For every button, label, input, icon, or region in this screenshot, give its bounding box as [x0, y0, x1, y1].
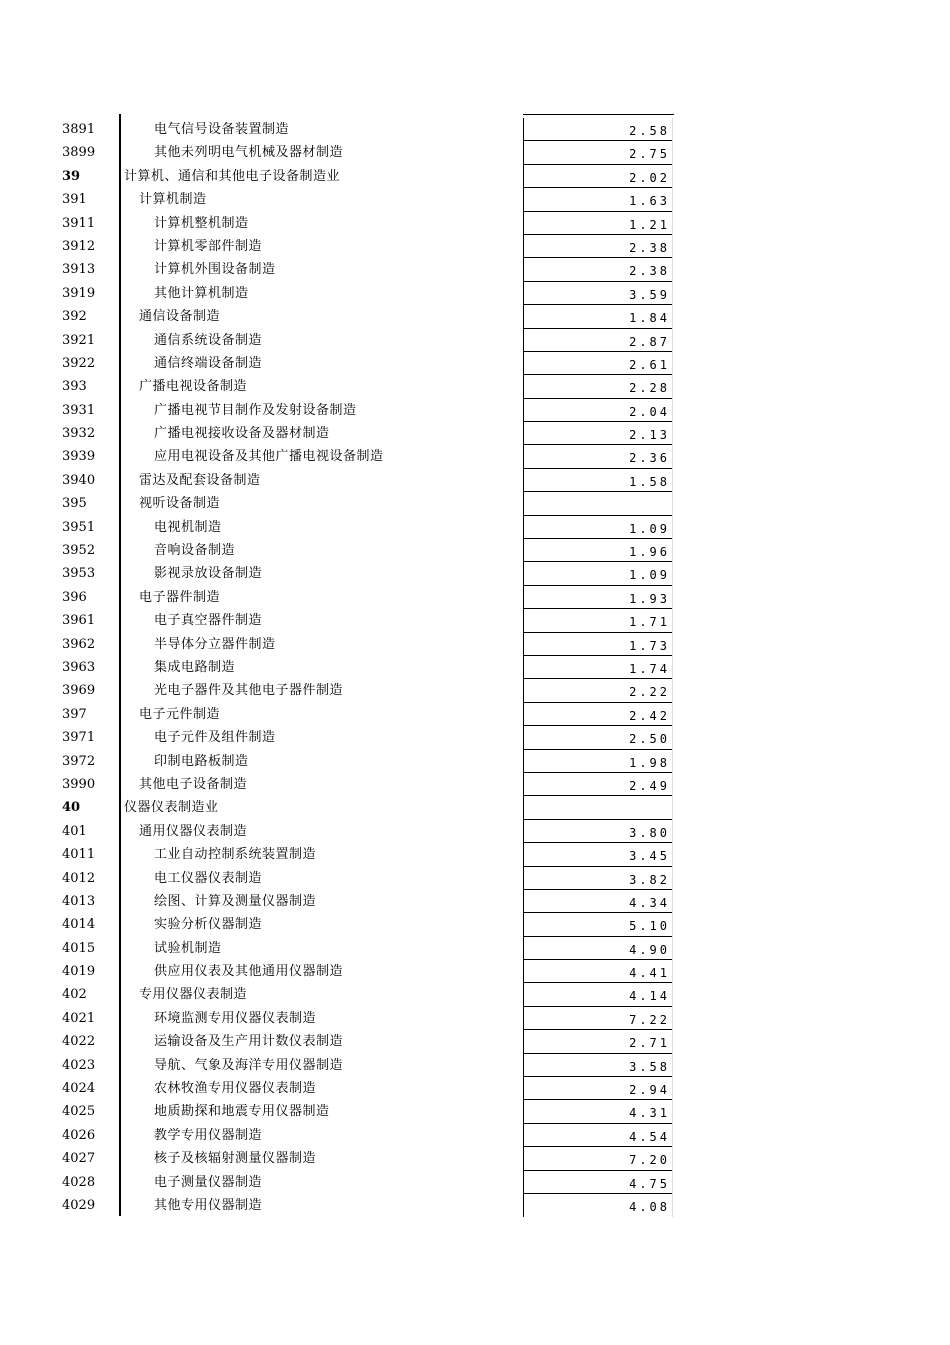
value-text: 2.58 — [629, 124, 670, 138]
industry-code: 3962 — [62, 636, 96, 652]
value-cell[interactable] — [523, 937, 673, 960]
industry-name: 应用电视设备及其他广播电视设备制造 — [154, 449, 384, 465]
value-cell[interactable] — [523, 913, 673, 936]
industry-name: 广播电视接收设备及器材制造 — [154, 426, 330, 442]
industry-name: 广播电视设备制造 — [139, 379, 248, 395]
industry-name: 试验机制造 — [154, 940, 222, 956]
industry-name: 电工仪器仪表制造 — [154, 870, 263, 886]
table-row — [0, 867, 950, 890]
value-column-top-border — [523, 114, 674, 115]
value-cell[interactable] — [523, 960, 673, 983]
value-text: 2.50 — [629, 732, 670, 747]
value-cell[interactable] — [523, 1194, 673, 1217]
table-row — [0, 773, 950, 796]
table-row — [0, 212, 950, 235]
table-row — [0, 165, 950, 188]
industry-code: 39 — [62, 168, 81, 184]
industry-name: 印制电路板制造 — [154, 753, 249, 769]
value-cell[interactable] — [523, 679, 673, 702]
industry-name: 电子元件制造 — [139, 706, 221, 722]
industry-code: 3971 — [62, 730, 96, 746]
industry-code: 3931 — [62, 402, 96, 418]
industry-code: 3961 — [62, 613, 96, 629]
industry-code: 396 — [62, 589, 87, 605]
value-text: 4.54 — [629, 1129, 670, 1144]
industry-code: 4027 — [62, 1151, 96, 1167]
table-row — [0, 750, 950, 773]
industry-name: 广播电视节目制作及发射设备制造 — [154, 402, 357, 418]
industry-name: 核子及核辐射测量仪器制造 — [154, 1151, 317, 1167]
value-cell[interactable] — [523, 726, 673, 749]
value-cell[interactable] — [523, 1077, 673, 1100]
industry-code: 3940 — [62, 472, 96, 488]
industry-code: 3939 — [62, 449, 96, 465]
industry-name: 电气信号设备装置制造 — [154, 122, 290, 137]
table-row — [0, 1100, 950, 1123]
industry-name: 计算机零部件制造 — [154, 238, 263, 254]
value-cell[interactable] — [523, 235, 673, 258]
industry-code: 3990 — [62, 776, 96, 792]
industry-code: 3953 — [62, 566, 96, 582]
industry-name: 电视机制造 — [154, 519, 222, 535]
industry-code: 3913 — [62, 262, 96, 278]
industry-code: 4026 — [62, 1127, 96, 1143]
value-text: 2.87 — [629, 334, 670, 349]
industry-code: 3911 — [62, 215, 96, 231]
value-cell[interactable] — [523, 212, 673, 235]
value-cell[interactable] — [523, 258, 673, 281]
industry-name: 电子元件及组件制造 — [154, 730, 276, 746]
industry-name: 其他电子设备制造 — [139, 776, 248, 792]
table-row — [0, 960, 950, 983]
value-cell[interactable] — [523, 188, 673, 211]
industry-name: 农林牧渔专用仪器仪表制造 — [154, 1081, 317, 1097]
value-cell[interactable] — [523, 539, 673, 562]
value-text: 2.49 — [629, 778, 670, 793]
industry-name: 计算机整机制造 — [154, 215, 249, 231]
value-text: 1.71 — [629, 615, 670, 630]
value-cell[interactable] — [523, 867, 673, 890]
value-text: 4.08 — [629, 1199, 670, 1214]
industry-code: 4012 — [62, 870, 96, 886]
table-row — [0, 937, 950, 960]
table-row — [0, 1030, 950, 1053]
value-text: 2.71 — [629, 1036, 670, 1051]
value-text: 1.09 — [629, 521, 670, 536]
value-cell[interactable] — [523, 165, 673, 188]
industry-name: 计算机制造 — [139, 192, 207, 208]
industry-name: 计算机外围设备制造 — [154, 262, 276, 278]
value-text: 2.02 — [629, 170, 670, 185]
table-row — [0, 329, 950, 352]
value-cell[interactable] — [523, 750, 673, 773]
table-row — [0, 422, 950, 445]
industry-name: 工业自动控制系统装置制造 — [154, 847, 317, 863]
table-row — [0, 375, 950, 398]
industry-code: 393 — [62, 379, 87, 395]
industry-name: 电子真空器件制造 — [154, 613, 263, 629]
industry-code: 4013 — [62, 893, 96, 909]
value-text: 7.20 — [629, 1153, 670, 1168]
table-row — [0, 1194, 950, 1217]
industry-name: 雷达及配套设备制造 — [139, 472, 261, 488]
value-cell[interactable] — [523, 1030, 673, 1053]
table-row — [0, 141, 950, 164]
industry-name: 运输设备及生产用计数仪表制造 — [154, 1034, 344, 1050]
value-text: 3.58 — [629, 1059, 670, 1074]
table-row — [0, 539, 950, 562]
table-row — [0, 492, 950, 515]
value-text: 4.34 — [629, 895, 670, 910]
value-cell[interactable] — [523, 609, 673, 632]
value-cell[interactable] — [523, 375, 673, 398]
table-row — [0, 1124, 950, 1147]
value-cell[interactable] — [523, 1171, 673, 1194]
industry-code: 4021 — [62, 1010, 96, 1026]
table-row — [0, 235, 950, 258]
value-text: 1.96 — [629, 545, 670, 560]
industry-code: 4011 — [62, 847, 96, 863]
table-row — [0, 282, 950, 305]
industry-code: 4023 — [62, 1057, 96, 1073]
value-cell[interactable] — [523, 329, 673, 352]
table-row — [0, 983, 950, 1006]
value-text: 4.90 — [629, 942, 670, 957]
value-text: 5.10 — [629, 919, 670, 934]
industry-code: 402 — [62, 987, 87, 1003]
industry-name: 其他计算机制造 — [154, 285, 249, 301]
industry-name: 导航、气象及海洋专用仪器制造 — [154, 1057, 344, 1073]
industry-name: 电子测量仪器制造 — [154, 1174, 263, 1190]
value-cell[interactable] — [523, 633, 673, 656]
value-text: 2.94 — [629, 1083, 670, 1098]
value-cell[interactable] — [523, 282, 673, 305]
industry-code: 395 — [62, 496, 87, 512]
value-cell[interactable] — [523, 890, 673, 913]
value-cell[interactable] — [523, 141, 673, 164]
industry-name: 音响设备制造 — [154, 543, 236, 559]
value-cell[interactable] — [523, 118, 673, 141]
value-cell[interactable] — [523, 516, 673, 539]
table-row — [0, 913, 950, 936]
value-cell[interactable] — [523, 422, 673, 445]
value-text: 4.75 — [629, 1176, 670, 1191]
value-text: 2.22 — [629, 685, 670, 700]
value-text: 1.21 — [629, 217, 670, 232]
industry-table — [0, 118, 950, 1217]
industry-code: 4028 — [62, 1174, 96, 1190]
value-cell[interactable] — [523, 656, 673, 679]
industry-code: 3952 — [62, 543, 96, 559]
industry-code: 4022 — [62, 1034, 96, 1050]
industry-name: 电子器件制造 — [139, 589, 221, 605]
table-row — [0, 445, 950, 468]
value-cell[interactable] — [523, 796, 673, 819]
table-row — [0, 188, 950, 211]
industry-name: 供应用仪表及其他通用仪器制造 — [154, 964, 344, 980]
table-row — [0, 726, 950, 749]
table-row — [0, 118, 950, 141]
table-row — [0, 305, 950, 328]
industry-code: 3912 — [62, 238, 96, 254]
value-text: 2.13 — [629, 428, 670, 443]
table-row — [0, 469, 950, 492]
industry-name: 集成电路制造 — [154, 659, 236, 675]
industry-code: 3922 — [62, 355, 96, 371]
value-text: 1.93 — [629, 591, 670, 606]
value-text: 4.41 — [629, 966, 670, 981]
industry-name: 影视录放设备制造 — [154, 566, 263, 582]
table-row — [0, 679, 950, 702]
industry-name: 地质勘探和地震专用仪器制造 — [154, 1104, 330, 1120]
industry-name: 光电子器件及其他电子器件制造 — [154, 683, 344, 699]
value-cell[interactable] — [523, 983, 673, 1006]
industry-name: 通信终端设备制造 — [154, 355, 263, 371]
value-text: 1.63 — [629, 194, 670, 209]
industry-name: 其他专用仪器制造 — [154, 1197, 263, 1213]
industry-name: 环境监测专用仪器仪表制造 — [154, 1010, 317, 1026]
value-cell[interactable] — [523, 1007, 673, 1030]
industry-name: 通信设备制造 — [139, 309, 221, 325]
industry-code: 3932 — [62, 426, 96, 442]
value-text: 2.42 — [629, 708, 670, 723]
industry-name: 视听设备制造 — [139, 496, 221, 512]
industry-code: 4014 — [62, 917, 96, 933]
industry-code: 3972 — [62, 753, 96, 769]
industry-code: 3919 — [62, 285, 96, 301]
value-text: 3.80 — [629, 825, 670, 840]
table-row — [0, 1171, 950, 1194]
industry-name: 通信系统设备制造 — [154, 332, 263, 348]
table-row — [0, 1054, 950, 1077]
table-row — [0, 843, 950, 866]
industry-code: 392 — [62, 309, 87, 325]
industry-code: 4015 — [62, 940, 96, 956]
table-row — [0, 399, 950, 422]
industry-name: 实验分析仪器制造 — [154, 917, 263, 933]
table-row — [0, 703, 950, 726]
industry-name: 仪器仪表制造业 — [124, 800, 219, 816]
value-cell[interactable] — [523, 469, 673, 492]
table-row — [0, 1147, 950, 1170]
value-cell[interactable] — [523, 703, 673, 726]
industry-code: 4025 — [62, 1104, 96, 1120]
table-row — [0, 656, 950, 679]
industry-code: 3899 — [62, 145, 96, 161]
value-cell[interactable] — [523, 820, 673, 843]
industry-name: 其他未列明电气机械及器材制造 — [154, 145, 344, 161]
industry-name: 半导体分立器件制造 — [154, 636, 276, 652]
table-row — [0, 516, 950, 539]
value-text: 3.82 — [629, 872, 670, 887]
table-row — [0, 1007, 950, 1030]
industry-code: 401 — [62, 823, 87, 839]
value-cell[interactable] — [523, 843, 673, 866]
table-row — [0, 633, 950, 656]
value-cell[interactable] — [523, 445, 673, 468]
value-cell[interactable] — [523, 1147, 673, 1170]
industry-code: 397 — [62, 706, 87, 722]
industry-name: 计算机、通信和其他电子设备制造业 — [124, 168, 341, 184]
value-text: 4.14 — [629, 989, 670, 1004]
value-text: 4.31 — [629, 1106, 670, 1121]
table-row — [0, 609, 950, 632]
value-text: 1.74 — [629, 661, 670, 676]
value-text: 2.61 — [629, 357, 670, 372]
value-text: 1.73 — [629, 638, 670, 653]
industry-code: 4029 — [62, 1197, 96, 1213]
value-text: 3.45 — [629, 849, 670, 864]
industry-name: 专用仪器仪表制造 — [139, 987, 248, 1003]
value-text: 2.38 — [629, 240, 670, 255]
industry-name: 教学专用仪器制造 — [154, 1127, 263, 1143]
value-text: 2.28 — [629, 381, 670, 396]
industry-code: 3921 — [62, 332, 96, 348]
industry-code: 40 — [62, 800, 81, 816]
value-cell[interactable] — [523, 399, 673, 422]
value-cell[interactable] — [523, 1100, 673, 1123]
industry-name: 绘图、计算及测量仪器制造 — [154, 893, 317, 909]
value-cell[interactable] — [523, 305, 673, 328]
table-row — [0, 586, 950, 609]
industry-code: 3951 — [62, 519, 96, 535]
value-cell[interactable] — [523, 1124, 673, 1147]
table-row — [0, 352, 950, 375]
value-cell[interactable] — [523, 586, 673, 609]
industry-code: 3891 — [62, 122, 96, 137]
table-row — [0, 890, 950, 913]
table-row — [0, 1077, 950, 1100]
value-text: 2.38 — [629, 264, 670, 279]
industry-name: 通用仪器仪表制造 — [139, 823, 248, 839]
industry-code: 4024 — [62, 1081, 96, 1097]
industry-code: 391 — [62, 192, 87, 208]
value-text: 1.58 — [629, 474, 670, 489]
table-row — [0, 258, 950, 281]
table-row — [0, 820, 950, 843]
value-text: 1.09 — [629, 568, 670, 583]
value-text: 2.36 — [629, 451, 670, 466]
value-cell[interactable] — [523, 352, 673, 375]
value-text: 2.04 — [629, 404, 670, 419]
value-text: 1.98 — [629, 755, 670, 770]
industry-code: 3969 — [62, 683, 96, 699]
value-cell[interactable] — [523, 562, 673, 585]
value-cell[interactable] — [523, 1054, 673, 1077]
value-text: 2.75 — [629, 147, 670, 162]
table-row — [0, 796, 950, 819]
value-text: 1.84 — [629, 311, 670, 326]
value-text: 7.22 — [629, 1012, 670, 1027]
table-row — [0, 562, 950, 585]
industry-code: 4019 — [62, 964, 96, 980]
industry-code: 3963 — [62, 659, 96, 675]
value-text: 3.59 — [629, 287, 670, 302]
value-cell[interactable] — [523, 492, 673, 515]
value-cell[interactable] — [523, 773, 673, 796]
